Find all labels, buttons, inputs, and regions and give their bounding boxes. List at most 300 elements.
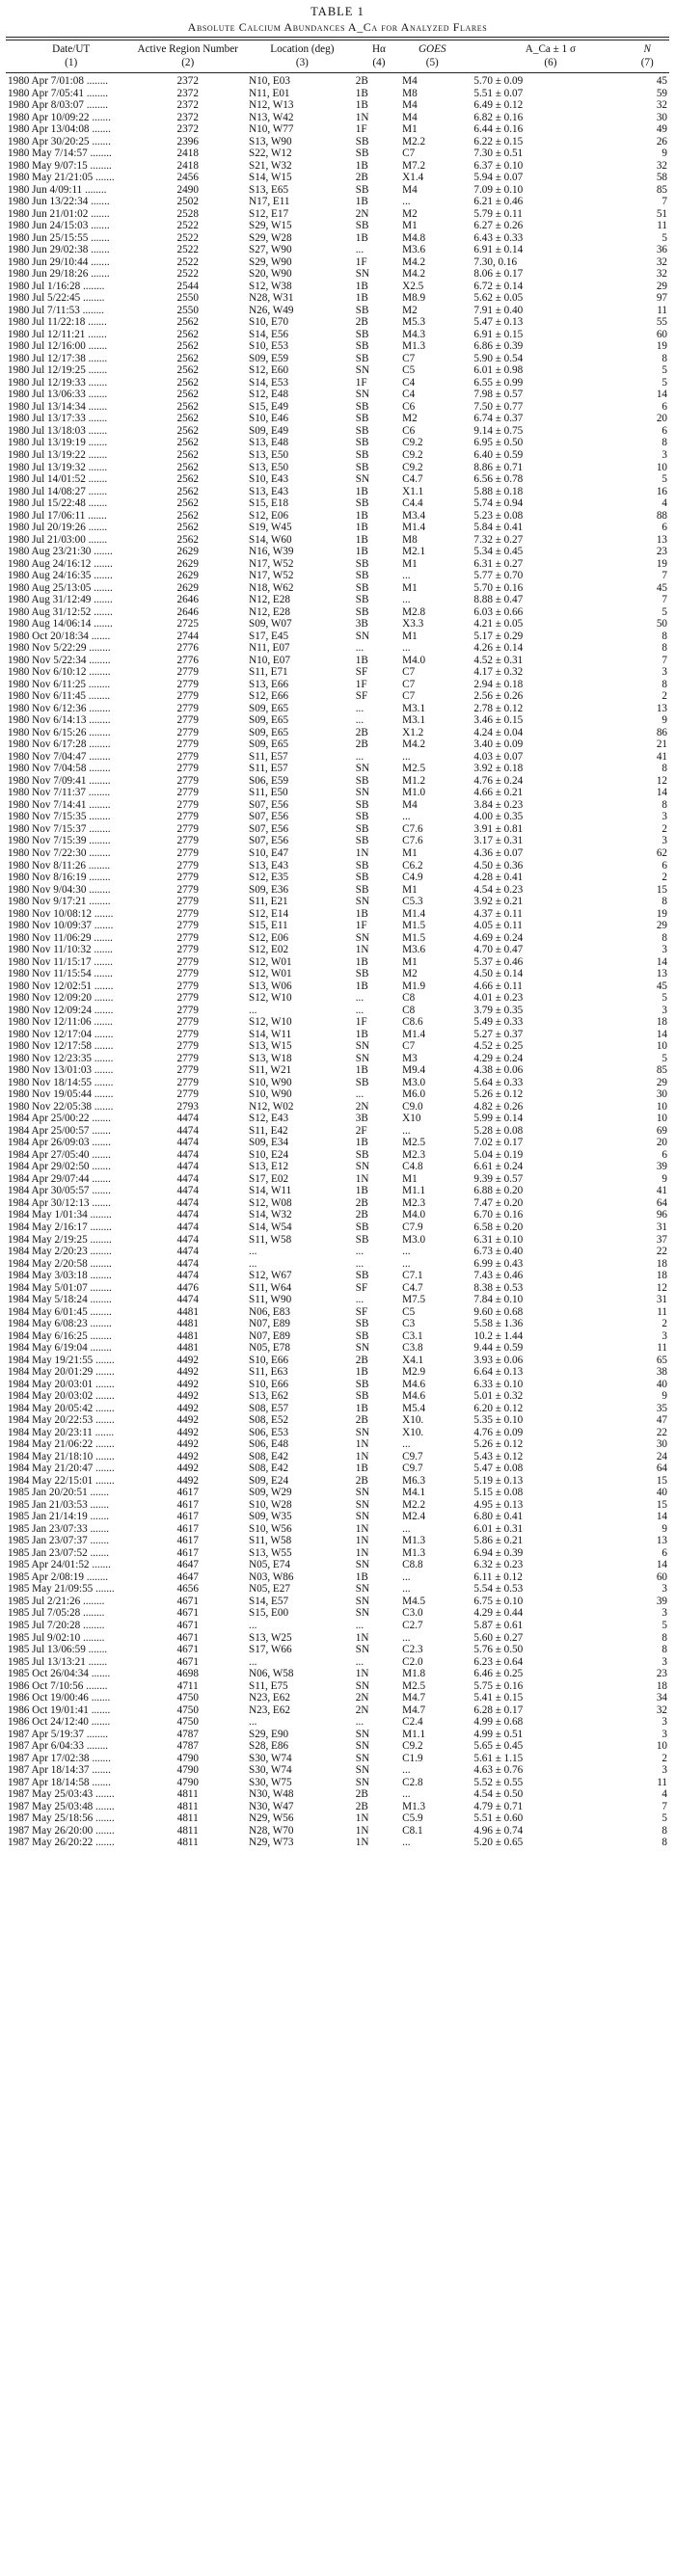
date-ut-cell: 1985 Jan 21/14:19 ....... xyxy=(8,1511,110,1523)
abundance-cell: 6.74 ± 0.37 xyxy=(473,413,524,425)
region-cell: 4492 xyxy=(176,1462,199,1475)
table-row xyxy=(6,558,669,571)
region-cell: 4617 xyxy=(176,1522,199,1535)
halpha-cell: 1N xyxy=(355,1522,369,1535)
abundance-cell: 3.79 ± 0.35 xyxy=(473,1004,524,1016)
abundance-cell: 5.43 ± 0.12 xyxy=(473,1450,524,1462)
location-cell: S28, E86 xyxy=(249,1740,289,1753)
abundance-cell: 4.96 ± 0.74 xyxy=(473,1824,524,1837)
halpha-cell: 1B xyxy=(355,1570,368,1583)
date-ut-cell: 1980 Nov 7/04:47 ........ xyxy=(8,750,111,763)
n-cell: 12 xyxy=(656,774,667,787)
halpha-cell: 1N xyxy=(355,1535,369,1547)
goes-cell: C7 xyxy=(402,148,416,160)
table-row xyxy=(6,992,669,1005)
region-cell: 4474 xyxy=(176,1233,199,1246)
halpha-cell: SB xyxy=(355,340,369,353)
date-ut-cell: 1985 Jan 21/03:53 ....... xyxy=(8,1498,110,1511)
halpha-cell: ... xyxy=(355,1246,364,1258)
abundance-cell: 5.49 ± 0.33 xyxy=(473,1016,524,1029)
n-cell: 8 xyxy=(662,1644,667,1656)
region-cell: 4481 xyxy=(176,1305,199,1318)
date-ut-cell: 1980 Nov 6/14:13 ........ xyxy=(8,714,111,727)
halpha-cell: SN xyxy=(355,896,370,908)
date-ut-cell: 1980 Nov 19/05:44 ....... xyxy=(8,1088,114,1101)
goes-cell: M1 xyxy=(402,1172,418,1185)
goes-cell: X4.1 xyxy=(402,1354,424,1366)
goes-cell: M3.0 xyxy=(402,1076,426,1088)
region-cell: 2490 xyxy=(176,183,199,196)
n-cell: 3 xyxy=(662,1728,667,1740)
goes-cell: ... xyxy=(402,1788,411,1801)
table-row xyxy=(6,908,669,921)
abundance-cell: 7.50 ± 0.77 xyxy=(473,400,524,413)
halpha-cell: 2N xyxy=(355,1100,369,1113)
abundance-cell: 8.86 ± 0.71 xyxy=(473,461,524,473)
region-cell: 2372 xyxy=(176,111,199,123)
header-number: (1) xyxy=(65,57,78,68)
goes-cell: C7 xyxy=(402,690,416,703)
goes-cell: M4.6 xyxy=(402,1378,426,1390)
region-cell: 2562 xyxy=(176,448,199,461)
goes-cell: ... xyxy=(402,1570,411,1583)
halpha-cell: 1B xyxy=(355,1064,368,1077)
halpha-cell: 1B xyxy=(355,509,368,522)
n-cell: 58 xyxy=(656,172,667,184)
date-ut-cell: 1984 May 6/01:45 ........ xyxy=(8,1305,112,1318)
halpha-cell: 1F xyxy=(355,678,367,690)
region-cell: 2562 xyxy=(176,533,199,546)
date-ut-cell: 1980 Aug 23/21:30 ....... xyxy=(8,546,113,558)
table-row xyxy=(6,980,669,993)
n-cell: 9 xyxy=(662,1522,667,1535)
abundance-cell: 6.40 ± 0.59 xyxy=(473,448,524,461)
date-ut-cell: 1980 Jun 4/09:11 ........ xyxy=(8,183,107,196)
region-cell: 2779 xyxy=(176,968,199,980)
date-ut-cell: 1984 May 2/19:25 ........ xyxy=(8,1233,112,1246)
date-ut-cell: 1984 May 20/23:11 ....... xyxy=(8,1426,115,1438)
region-cell: 2522 xyxy=(176,231,199,244)
region-cell: 4671 xyxy=(176,1655,199,1668)
goes-cell: M4 xyxy=(402,183,418,196)
region-cell: 4492 xyxy=(176,1414,199,1427)
n-cell: 60 xyxy=(656,328,667,340)
date-ut-cell: 1984 May 21/18:10 ....... xyxy=(8,1450,115,1462)
location-cell: S13, E43 xyxy=(249,485,289,497)
location-cell: S07, E56 xyxy=(249,798,289,811)
table-row xyxy=(6,642,669,655)
abundance-cell: 6.46 ± 0.25 xyxy=(473,1668,524,1680)
abundance-cell: 4.63 ± 0.76 xyxy=(473,1764,524,1777)
region-cell: 2629 xyxy=(176,570,199,582)
location-cell: S11, E63 xyxy=(249,1366,288,1379)
abundance-cell: 6.22 ± 0.15 xyxy=(473,135,524,148)
region-cell: 4790 xyxy=(176,1776,199,1788)
location-cell: S20, W90 xyxy=(249,268,292,281)
halpha-cell: 2B xyxy=(355,316,368,329)
abundance-cell: 3.46 ± 0.15 xyxy=(473,714,524,727)
date-ut-cell: 1980 Nov 8/16:19 ........ xyxy=(8,872,111,884)
goes-cell: C8.8 xyxy=(402,1559,423,1571)
location-cell: S29, E90 xyxy=(249,1728,289,1740)
date-ut-cell: 1980 Aug 14/06:14 ....... xyxy=(8,618,113,631)
table-row xyxy=(6,1185,669,1197)
halpha-cell: 1N xyxy=(355,1812,369,1825)
location-cell: N12, E28 xyxy=(249,605,290,618)
abundance-cell: 4.99 ± 0.51 xyxy=(473,1728,524,1740)
n-cell: 29 xyxy=(656,920,667,932)
table-row xyxy=(6,1125,669,1138)
table-row xyxy=(6,1029,669,1041)
table-row xyxy=(6,389,669,401)
region-cell: 4617 xyxy=(176,1535,199,1547)
date-ut-cell: 1980 Nov 12/09:24 ....... xyxy=(8,1004,114,1016)
region-cell: 4474 xyxy=(176,1270,199,1282)
halpha-cell: 2F xyxy=(355,1124,367,1137)
n-cell: 6 xyxy=(662,522,667,534)
halpha-cell: SB xyxy=(355,413,369,425)
table-row xyxy=(6,1294,669,1306)
table-row xyxy=(6,1596,669,1608)
halpha-cell: 1F xyxy=(355,255,367,268)
n-cell: 31 xyxy=(656,1221,667,1233)
location-cell: N11, E07 xyxy=(249,642,290,655)
region-cell: 2562 xyxy=(176,389,199,401)
n-cell: 8 xyxy=(662,1631,667,1644)
location-cell: S14, W11 xyxy=(249,1028,292,1040)
abundance-cell: 6.82 ± 0.16 xyxy=(473,111,524,123)
region-cell: 4671 xyxy=(176,1644,199,1656)
table-row xyxy=(6,787,669,799)
goes-cell: C4.7 xyxy=(402,473,423,486)
abundance-cell: 3.84 ± 0.23 xyxy=(473,798,524,811)
table-row xyxy=(6,353,669,365)
halpha-cell: 1B xyxy=(355,1028,368,1040)
location-cell: S10, E66 xyxy=(249,1354,289,1366)
abundance-cell: 5.90 ± 0.54 xyxy=(473,352,524,364)
location-cell: N05, E74 xyxy=(249,1559,290,1571)
region-cell: 4492 xyxy=(176,1366,199,1379)
n-cell: 64 xyxy=(656,1462,667,1475)
abundance-cell: 6.64 ± 0.13 xyxy=(473,1366,524,1379)
region-cell: 2562 xyxy=(176,485,199,497)
location-cell: S10, E43 xyxy=(249,473,289,486)
halpha-cell: SB xyxy=(355,1270,369,1282)
date-ut-cell: 1980 Nov 8/11:26 ........ xyxy=(8,859,111,872)
goes-cell: M1.2 xyxy=(402,774,426,787)
abundance-cell: 4.17 ± 0.32 xyxy=(473,666,524,679)
abundance-cell: 5.76 ± 0.50 xyxy=(473,1644,524,1656)
abundance-cell: 5.23 ± 0.08 xyxy=(473,509,524,522)
goes-cell: M1.4 xyxy=(402,522,426,534)
location-cell: N07, E89 xyxy=(249,1318,290,1330)
location-cell: N12, W02 xyxy=(249,1100,294,1113)
abundance-cell: 6.80 ± 0.41 xyxy=(473,1511,524,1523)
location-cell: N23, E62 xyxy=(249,1704,290,1716)
n-cell: 14 xyxy=(656,389,667,401)
region-cell: 2779 xyxy=(176,811,199,823)
table-row xyxy=(6,364,669,377)
table-row xyxy=(6,932,669,945)
date-ut-cell: 1987 Apr 18/14:37 ....... xyxy=(8,1764,111,1777)
location-cell: S10, E53 xyxy=(249,340,289,353)
goes-cell: M1 xyxy=(402,847,418,859)
n-cell: 29 xyxy=(656,1076,667,1088)
abundance-cell: 6.56 ± 0.78 xyxy=(473,473,524,486)
n-cell: 2 xyxy=(662,1318,667,1330)
halpha-cell: SB xyxy=(355,835,369,847)
date-ut-cell: 1980 May 21/21:05 ....... xyxy=(8,172,115,184)
n-cell: 13 xyxy=(656,702,667,714)
location-cell: S08, E57 xyxy=(249,1402,289,1414)
halpha-cell: 1F xyxy=(355,920,367,932)
n-cell: 23 xyxy=(656,546,667,558)
n-cell: 96 xyxy=(656,1209,667,1221)
location-cell: ... xyxy=(249,1620,257,1631)
region-cell: 2779 xyxy=(176,763,199,775)
table-row xyxy=(6,340,669,353)
goes-cell: ... xyxy=(402,1257,411,1270)
location-cell: S10, E47 xyxy=(249,847,289,859)
abundance-cell: 4.03 ± 0.07 xyxy=(473,750,524,763)
abundance-cell: 6.70 ± 0.16 xyxy=(473,1209,524,1221)
goes-cell: M1 xyxy=(402,883,418,896)
table-row xyxy=(6,99,669,112)
region-cell: 2629 xyxy=(176,557,199,570)
date-ut-cell: 1980 Nov 7/15:35 ........ xyxy=(8,811,111,823)
table-row xyxy=(6,1355,669,1367)
table-row xyxy=(6,196,669,208)
halpha-cell: 1F xyxy=(355,376,367,389)
region-cell: 2372 xyxy=(176,87,199,99)
table-row xyxy=(6,714,669,727)
abundance-cell: 2.78 ± 0.12 xyxy=(473,702,524,714)
n-cell: 5 xyxy=(662,376,667,389)
region-cell: 2779 xyxy=(176,979,199,992)
date-ut-cell: 1980 Nov 22/05:38 ....... xyxy=(8,1100,114,1113)
abundance-cell: 5.41 ± 0.15 xyxy=(473,1692,524,1704)
halpha-cell: SB xyxy=(355,883,369,896)
goes-cell: ... xyxy=(402,1124,411,1137)
location-cell: N29, W56 xyxy=(249,1812,294,1825)
location-cell: S14, W15 xyxy=(249,172,292,184)
goes-cell: ... xyxy=(402,750,411,763)
n-cell: 19 xyxy=(656,340,667,353)
location-cell: S09, W35 xyxy=(249,1511,292,1523)
abundance-cell: 5.34 ± 0.45 xyxy=(473,546,524,558)
goes-cell: C2.7 xyxy=(402,1620,423,1631)
date-ut-cell: 1984 Apr 30/05:57 ....... xyxy=(8,1185,111,1197)
location-cell: S06, E48 xyxy=(249,1438,289,1451)
header-goes xyxy=(402,40,462,73)
table-row xyxy=(6,618,669,631)
halpha-cell: SB xyxy=(355,859,369,872)
table-row xyxy=(6,570,669,582)
halpha-cell: 2B xyxy=(355,726,368,738)
table-row xyxy=(6,968,669,980)
abundance-cell: 5.84 ± 0.41 xyxy=(473,522,524,534)
n-cell: 9 xyxy=(662,148,667,160)
table-row xyxy=(6,1837,669,1849)
abundance-cell: 7.09 ± 0.10 xyxy=(473,183,524,196)
n-cell: 62 xyxy=(656,847,667,859)
abundance-cell: 5.74 ± 0.94 xyxy=(473,497,524,510)
goes-cell: M6.0 xyxy=(402,1088,426,1101)
n-cell: 15 xyxy=(656,1474,667,1487)
location-cell: S09, E65 xyxy=(249,714,289,727)
halpha-cell: SB xyxy=(355,148,369,160)
n-cell: 3 xyxy=(662,448,667,461)
halpha-cell: SB xyxy=(355,448,369,461)
location-cell: ... xyxy=(249,1004,257,1016)
location-cell: S09, E49 xyxy=(249,424,289,437)
n-cell: 30 xyxy=(656,111,667,123)
n-cell: 13 xyxy=(656,533,667,546)
date-ut-cell: 1980 Apr 30/20:25 ....... xyxy=(8,135,111,148)
location-cell: S10, W28 xyxy=(249,1498,292,1511)
table-row xyxy=(6,1511,669,1523)
goes-cell: M2.2 xyxy=(402,135,426,148)
abundance-cell: 6.03 ± 0.66 xyxy=(473,605,524,618)
region-cell: 2779 xyxy=(176,883,199,896)
goes-cell: M2 xyxy=(402,968,418,980)
date-ut-cell: 1985 Apr 2/08:19 ........ xyxy=(8,1570,109,1583)
location-cell: S09, E36 xyxy=(249,883,289,896)
n-cell: 10 xyxy=(656,1740,667,1753)
halpha-cell: SN xyxy=(355,1052,370,1064)
table-caption: Absolute Calcium Abundances A_Ca for Analyzed Flares xyxy=(187,20,488,34)
goes-cell: M1.8 xyxy=(402,1668,426,1680)
date-ut-cell: 1980 Nov 11/10:32 ....... xyxy=(8,944,113,956)
table-row xyxy=(6,329,669,341)
location-cell: N23, E62 xyxy=(249,1692,290,1704)
n-cell: 7 xyxy=(662,654,667,666)
table-row xyxy=(6,1234,669,1247)
abundance-cell: 5.70 ± 0.09 xyxy=(473,75,524,87)
n-cell: 32 xyxy=(656,268,667,281)
n-cell: 18 xyxy=(656,1016,667,1029)
n-cell: 14 xyxy=(656,1028,667,1040)
table-row xyxy=(6,1668,669,1680)
goes-cell: C4.8 xyxy=(402,1161,423,1173)
goes-cell: M1.3 xyxy=(402,1800,426,1812)
goes-cell: M4.0 xyxy=(402,654,426,666)
abundance-cell: 5.65 ± 0.45 xyxy=(473,1740,524,1753)
date-ut-cell: 1980 Jul 11/22:18 ....... xyxy=(8,316,107,329)
location-cell: S12, E48 xyxy=(249,389,289,401)
table-row xyxy=(6,1788,669,1801)
region-cell: 2779 xyxy=(176,835,199,847)
table-row xyxy=(6,1740,669,1753)
n-cell: 10 xyxy=(656,1100,667,1113)
goes-cell: ... xyxy=(402,1438,411,1451)
goes-cell: M4.0 xyxy=(402,1209,426,1221)
abundance-cell: 7.30 ± 0.51 xyxy=(473,148,524,160)
table-row xyxy=(6,1716,669,1729)
location-cell: S29, W90 xyxy=(249,255,292,268)
date-ut-cell: 1986 Oct 24/12:40 ....... xyxy=(8,1716,111,1729)
date-ut-cell: 1984 Apr 27/05:40 ....... xyxy=(8,1148,111,1161)
goes-cell: C9.2 xyxy=(402,461,423,473)
location-cell: N18, W62 xyxy=(249,581,294,594)
abundance-cell: 4.26 ± 0.14 xyxy=(473,642,524,655)
goes-cell: C9.7 xyxy=(402,1450,423,1462)
date-ut-cell: 1987 May 25/03:43 ....... xyxy=(8,1788,115,1801)
location-cell: S15, E11 xyxy=(249,920,288,932)
halpha-cell: SN xyxy=(355,1740,370,1753)
abundance-cell: 6.44 ± 0.16 xyxy=(473,123,524,136)
abundance-cell: 5.64 ± 0.33 xyxy=(473,1076,524,1088)
table-row xyxy=(6,1427,669,1439)
n-cell: 3 xyxy=(662,835,667,847)
goes-cell: C7 xyxy=(402,666,416,679)
n-cell: 39 xyxy=(656,1161,667,1173)
region-cell: 2779 xyxy=(176,1052,199,1064)
location-cell: S12, W67 xyxy=(249,1270,292,1282)
goes-cell: M4 xyxy=(402,99,418,112)
halpha-cell: ... xyxy=(355,714,364,727)
abundance-cell: 5.17 ± 0.29 xyxy=(473,630,524,642)
date-ut-cell: 1980 Apr 10/09:22 ....... xyxy=(8,111,111,123)
abundance-cell: 4.66 ± 0.11 xyxy=(473,979,523,992)
location-cell: S12, W10 xyxy=(249,992,292,1005)
date-ut-cell: 1980 Jul 12/17:38 ....... xyxy=(8,352,108,364)
location-cell: S09, E24 xyxy=(249,1474,289,1487)
date-ut-cell: 1985 Jan 23/07:33 ....... xyxy=(8,1522,110,1535)
halpha-cell: SF xyxy=(355,666,368,679)
region-cell: 4698 xyxy=(176,1668,199,1680)
n-cell: 13 xyxy=(656,1535,667,1547)
halpha-cell: 2B xyxy=(355,1414,368,1427)
goes-cell: X3.3 xyxy=(402,618,424,631)
table-row xyxy=(6,1403,669,1415)
date-ut-cell: 1980 Nov 7/09:41 ........ xyxy=(8,774,111,787)
location-cell: N17, E11 xyxy=(249,196,290,208)
abundance-cell: 4.54 ± 0.23 xyxy=(473,883,524,896)
table-row xyxy=(6,268,669,281)
n-cell: 5 xyxy=(662,231,667,244)
n-cell: 18 xyxy=(656,1270,667,1282)
date-ut-cell: 1985 Jul 7/20:28 ........ xyxy=(8,1620,105,1631)
table-row xyxy=(6,413,669,425)
region-cell: 4617 xyxy=(176,1511,199,1523)
table-row xyxy=(6,1005,669,1017)
location-cell: S11, W58 xyxy=(249,1535,292,1547)
region-cell: 2779 xyxy=(176,872,199,884)
abundance-cell: 6.75 ± 0.10 xyxy=(473,1595,524,1607)
location-cell: S08, E52 xyxy=(249,1414,289,1427)
location-cell: S13, E65 xyxy=(249,183,289,196)
n-cell: 39 xyxy=(656,1595,667,1607)
abundance-cell: 4.54 ± 0.50 xyxy=(473,1788,524,1801)
region-cell: 2646 xyxy=(176,594,199,606)
region-cell: 2372 xyxy=(176,99,199,112)
halpha-cell: 1B xyxy=(355,955,368,968)
goes-cell: C7.1 xyxy=(402,1270,423,1282)
location-cell: S13, E62 xyxy=(249,1390,289,1403)
halpha-cell: 2B xyxy=(355,738,368,751)
abundance-cell: 9.39 ± 0.57 xyxy=(473,1172,524,1185)
region-cell: 2779 xyxy=(176,920,199,932)
table-row xyxy=(6,884,669,897)
date-ut-cell: 1984 May 5/01:07 ........ xyxy=(8,1281,112,1294)
location-cell: N30, W48 xyxy=(249,1788,294,1801)
halpha-cell: 1B xyxy=(355,1402,368,1414)
location-cell: S12, E02 xyxy=(249,944,289,956)
goes-cell: M1.9 xyxy=(402,979,426,992)
date-ut-cell: 1984 May 21/20:47 ....... xyxy=(8,1462,115,1475)
n-cell: 11 xyxy=(657,220,667,232)
